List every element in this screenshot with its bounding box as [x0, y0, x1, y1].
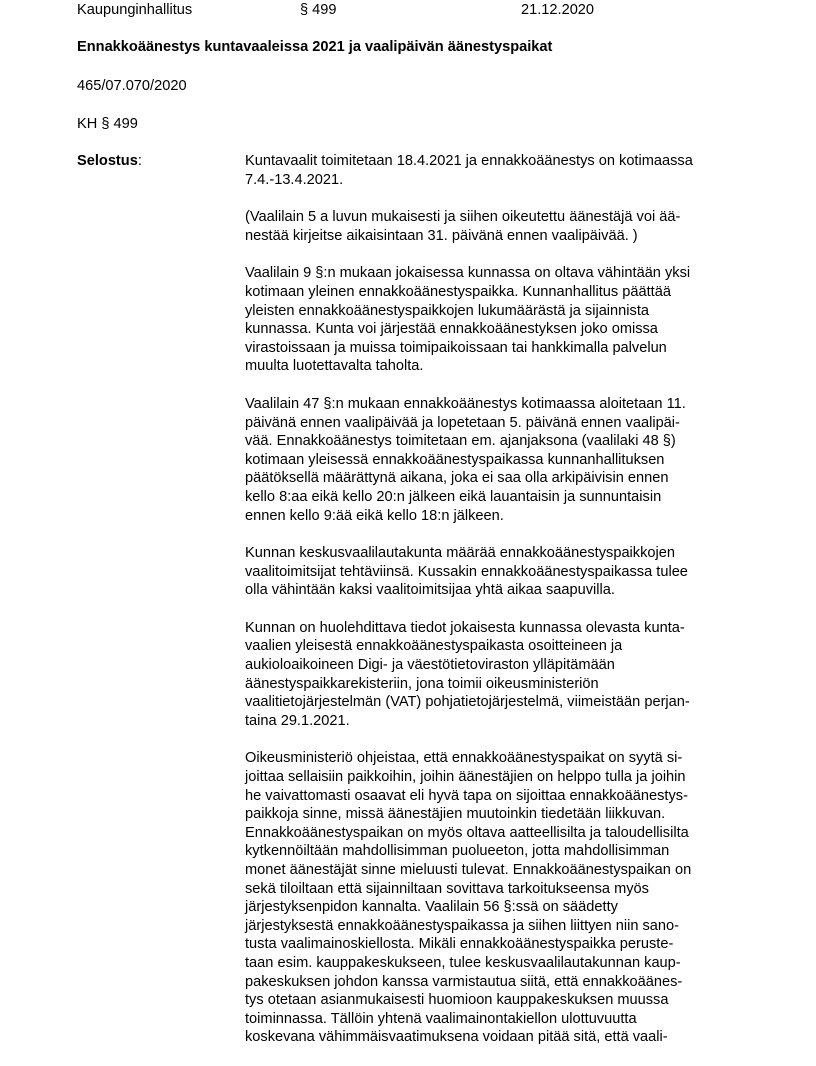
paragraph-line: toiminnassa. Tällöin yhtenä vaalimainontakiellon ulottuvuutta — [245, 1010, 637, 1027]
document-header — [77, 1, 777, 19]
paragraph-line: Kunnan on huolehdittava tiedot jokaisesta kunnassa olevasta kunta- — [245, 619, 685, 636]
paragraph-line: monet äänestäjät sinne mieluusti tulevat. Ennakkoäänestyspaikan on — [245, 862, 692, 878]
paragraph-line: tusta vaalimainoskiellosta. Mikäli ennakkoäänestyspaikka peruste- — [245, 936, 674, 953]
paragraph-line: 7.4.-13.4.2021. — [245, 171, 344, 188]
explanation-body — [245, 152, 745, 1066]
section-reference: KH § 499 — [77, 116, 138, 132]
paragraph-line: kytkennöiltään mahdollisimman puolueeton, jotta mahdollisimman — [245, 843, 670, 860]
reference-number: 465/07.070/2020 — [77, 78, 187, 94]
header-body-name: Kaupunginhallitus — [77, 2, 193, 18]
paragraph-line: kunnassa. Kunta voi järjestää ennakkoäänestyksen joko omissa — [245, 321, 658, 338]
paragraph-line: olla vähintään kaksi vaalitoimitsijaa yhtä aikaa saapuvilla. — [245, 582, 615, 599]
paragraph-line: Oikeusministeriö ohjeistaa, että ennakkoäänestyspaikat on syytä si- — [245, 750, 683, 767]
paragraph-line: virastoissaan ja muissa toimipaikoissaan tai hankkimalla palvelun — [245, 339, 667, 356]
paragraph-line: koskevana vähimmäisvaatimuksena voidaan pitää sitä, että vaali- — [245, 1029, 668, 1046]
body-paragraph — [245, 208, 745, 245]
paragraph-line: muulta luotettavalta taholta. — [245, 358, 424, 375]
paragraph-line: järjestyksestä ennakkoäänestyspaikassa ja siihen liittyen niin sano- — [245, 917, 679, 934]
paragraph-line: Ennakkoäänestyspaikan on myös oltava aatteellisilta ja taloudellisilta — [245, 824, 689, 841]
paragraph-line: pakeskuksen johdon kanssa varmistautua siitä, että ennakkoäänes- — [245, 973, 683, 990]
paragraph-line: päivänä ennen vaalipäivää ja lopetetaan 5. päivänä ennen vaalipäi- — [245, 414, 680, 431]
paragraph-line: tys otetaan asianmukaisesti huomioon kauppakeskuksen muussa — [245, 992, 669, 1009]
paragraph-line: taan esim. kauppakeskukseen, tulee keskusvaalilautakunnan kaup- — [245, 954, 681, 971]
selostus-label — [77, 152, 142, 170]
paragraph-line: vää. Ennakkoäänestys toimitetaan em. ajanjaksona (vaalilaki 48 §) — [245, 433, 676, 450]
body-paragraph — [245, 619, 745, 731]
paragraph-line: (Vaalilain 5 a luvun mukaisesti ja siihen oikeutettu äänestäjä voi ää- — [245, 209, 681, 226]
paragraph-line: vaalien yleisestä ennakkoäänestyspaikasta osoitteineen ja — [245, 638, 623, 655]
selostus-label-colon: : — [137, 153, 142, 169]
body-paragraph — [245, 152, 745, 189]
paragraph-line: Kunnan keskusvaalilautakunta määrää ennakkoäänestyspaikkojen — [245, 545, 675, 562]
paragraph-line: he vaivattomasti osaavat eli hyvä tapa on sijoittaa ennakkoäänestys- — [245, 787, 688, 804]
document-title: Ennakkoäänestys kuntavaaleissa 2021 ja vaalipäivän äänestyspaikat — [77, 39, 553, 55]
paragraph-line: Vaalilain 9 §:n mukaan jokaisessa kunnassa on oltava vähintään yksi — [245, 265, 691, 282]
header-section-number: § 499 — [300, 2, 337, 18]
body-paragraph — [245, 544, 745, 600]
paragraph-line: järjestyksenpidon kannalta. Vaalilain 56 §:ssä on säädetty — [245, 899, 618, 916]
paragraph-line: päätöksellä määrättynä aikana, joka ei saa olla arkipäivisin ennen — [245, 470, 669, 487]
paragraph-line: paikkoja sinne, missä äänestäjien muutoinkin tiedetään liikkuvan. — [245, 806, 666, 823]
paragraph-line: kotimaan yleisessä ennakkoäänestyspaikassa kunnanhallituksen — [245, 451, 665, 468]
selostus-label-text: Selostus — [77, 153, 138, 169]
paragraph-line: ennen kello 9:ää eikä kello 18:n jälkeen. — [245, 507, 504, 524]
body-paragraph — [245, 395, 745, 525]
paragraph-line: joittaa sellaisiin paikkoihin, joihin äänestäjien on helppo tulla ja joihin — [245, 769, 686, 786]
paragraph-line: Kuntavaalit toimitetaan 18.4.2021 ja ennakkoäänestys on kotimaassa — [245, 153, 693, 169]
paragraph-line: yleisten ennakkoäänestyspaikkojen lukumäärästä ja sijainnista — [245, 302, 649, 319]
paragraph-line: nestää kirjeitse aikaisintaan 31. päivänä ennen vaalipäivää. ) — [245, 227, 638, 244]
paragraph-line: Vaalilain 47 §:n mukaan ennakkoäänestys kotimaassa aloitetaan 11. — [245, 395, 686, 412]
header-date: 21.12.2020 — [521, 2, 595, 18]
body-paragraph — [245, 749, 745, 1047]
paragraph-line: äänestyspaikkarekisteriin, jona toimii oikeusministeriön — [245, 675, 599, 692]
paragraph-line: taina 29.1.2021. — [245, 712, 350, 729]
paragraph-line: kotimaan yleinen ennakkoäänestyspaikka. Kunnanhallitus päättää — [245, 283, 671, 300]
paragraph-line: vaalitoimitsijat tehtäviinsä. Kussakin ennakkoäänestyspaikassa tulee — [245, 563, 688, 580]
paragraph-line: kello 8:aa eikä kello 20:n jälkeen eikä lauantaisin ja sunnuntaisin — [245, 488, 662, 505]
paragraph-line: aukioloaikoineen Digi- ja väestötietoviraston ylläpitämään — [245, 657, 615, 674]
paragraph-line: sekä tiloiltaan että sijainniltaan sovittava tarkoitukseensa myös — [245, 880, 649, 897]
body-paragraph — [245, 264, 745, 376]
paragraph-line: vaalitietojärjestelmän (VAT) pohjatietojärjestelmä, viimeistään perjan- — [245, 694, 690, 711]
